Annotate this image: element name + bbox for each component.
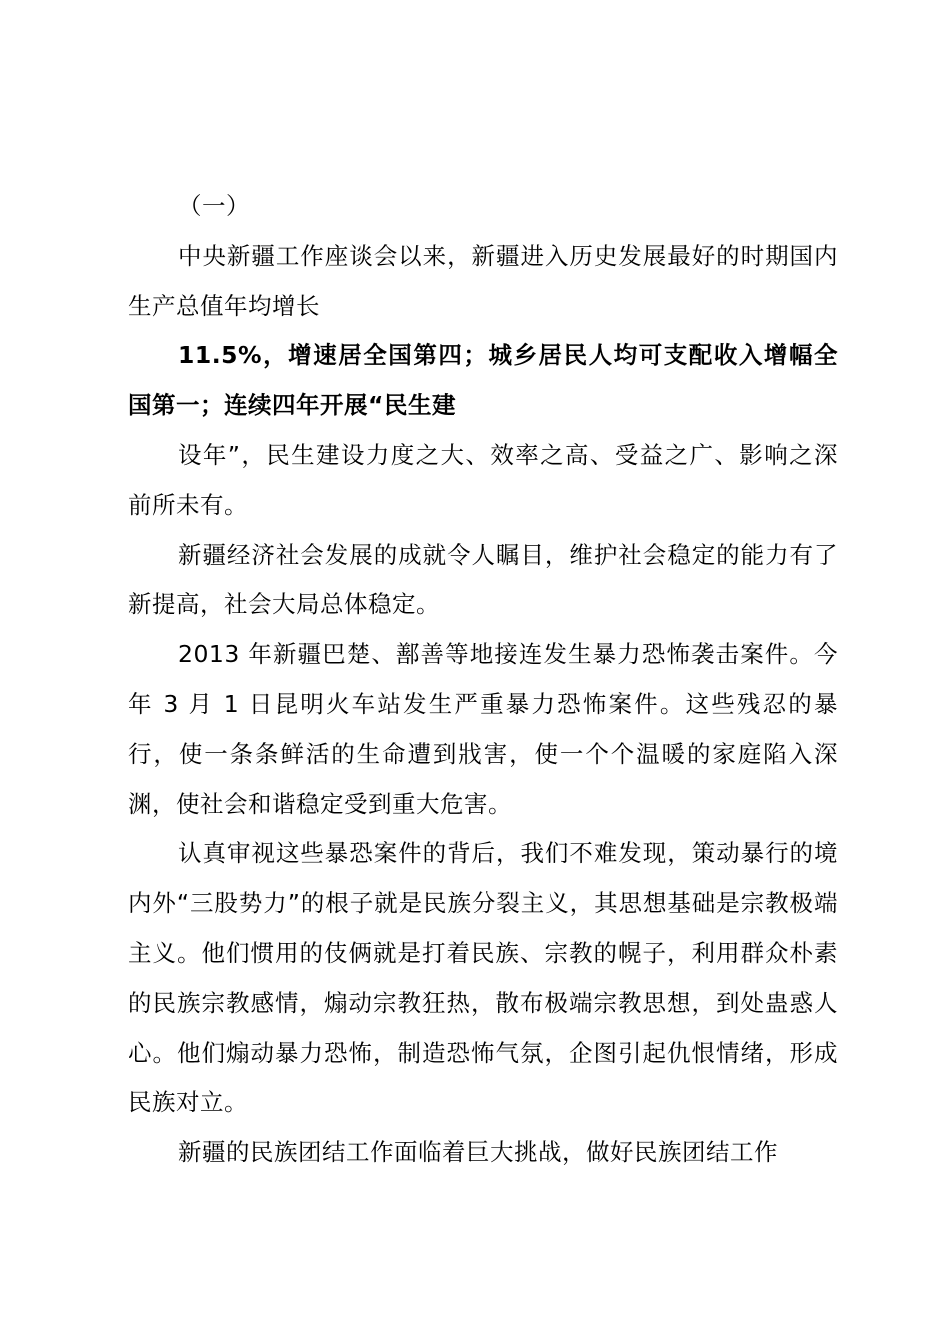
paragraph-challenge: 新疆的民族团结工作面临着巨大挑战，做好民族团结工作 (178, 1138, 778, 1167)
paragraph-bold-stats: 11.5%，增速居全国第四；城乡居民人均可支配收入增幅全国第一；连续四年开展“民生建 (128, 341, 838, 420)
paragraph-incidents: 2013 年新疆巴楚、鄯善等地接连发生暴力恐怖袭击案件。今年 3 月 1 日昆明火车站发生严重暴力恐怖案件。这些残忍的暴行，使一条条鲜活的生命遭到戕害，使一个个温暖的家庭陷入深渊，使社会和谐稳定受到重大危害。 (128, 640, 838, 818)
paragraph-livelihood: 设年”，民生建设力度之大、效率之高、受益之广、影响之深前所未有。 (128, 440, 838, 519)
paragraph-analysis: 认真审视这些暴恐案件的背后，我们不难发现，策动暴行的境内外“三股势力”的根子就是民族分裂主义，其思想基础是宗教极端主义。他们惯用的伎俩就是打着民族、宗教的幌子，利用群众朴素的民族宗教感情，煽动宗教狂热，散布极端宗教思想，到处蛊惑人心。他们煽动暴力恐怖，制造恐怖气氛，企图引起仇恨情绪，形成民族对立。 (128, 839, 838, 1117)
document-body (128, 182, 838, 1178)
section-heading: （一） (178, 192, 250, 220)
paragraph-achievements: 新疆经济社会发展的成就令人瞩目，维护社会稳定的能力有了新提高，社会大局总体稳定。 (128, 540, 838, 619)
paragraph-intro: 中央新疆工作座谈会以来，新疆进入历史发展最好的时期国内生产总值年均增长 (128, 241, 838, 320)
